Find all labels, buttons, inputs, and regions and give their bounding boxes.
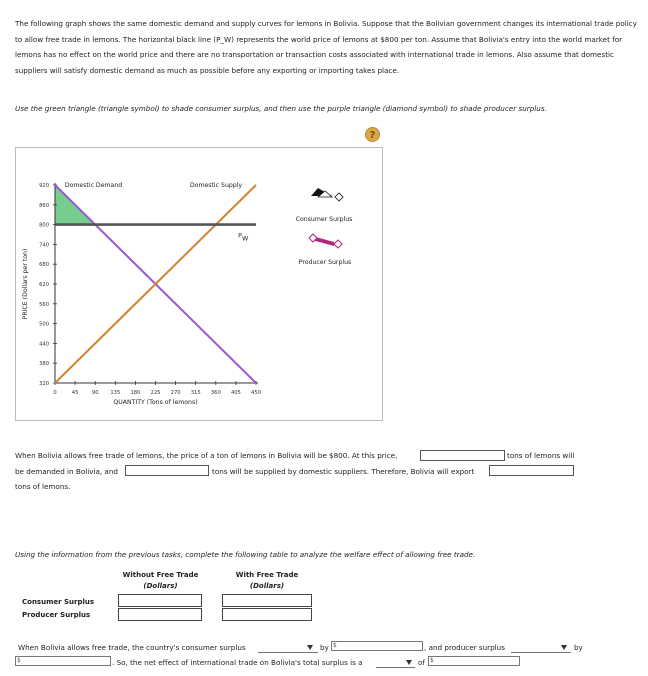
row-consumer-surplus: Consumer Surplus <box>22 598 95 606</box>
y-tick-label: 500 <box>39 321 49 328</box>
fill-text-2: tons of lemons will <box>507 451 575 460</box>
x-tick-label: 270 <box>170 390 181 396</box>
producer-surplus-tool[interactable] <box>309 234 342 248</box>
pw-subscript: W <box>242 235 249 243</box>
row-producer-surplus: Producer Surplus <box>22 611 91 619</box>
final-by-2: by <box>574 643 583 652</box>
net-effect-input[interactable]: $ <box>428 656 520 666</box>
col-with-sub: (Dollars) <box>249 582 285 590</box>
cs-without-input[interactable] <box>118 594 202 607</box>
x-tick-label: 135 <box>110 390 121 396</box>
consumer-surplus-legend-label: Consumer Surplus <box>295 216 353 223</box>
y-axis-title: PRICE (Dollars per ton) <box>22 248 29 320</box>
y-tick-label: 320 <box>39 381 49 387</box>
x-tick-label: 0 <box>53 390 57 396</box>
help-icon[interactable]: ? <box>365 127 380 142</box>
graph-instruction: Use the green triangle (triangle symbol) to shade consumer surplus, and then use the purple triangle (diamond symbol) to shade producer surplus. <box>15 104 547 113</box>
y-tick-label: 440 <box>39 341 49 348</box>
consumer-surplus-tool[interactable] <box>311 188 343 201</box>
chevron-down-icon <box>406 660 412 665</box>
producer-surplus-legend-label: Producer Surplus <box>298 259 352 266</box>
fill-text-3: be demanded in Bolivia, and <box>15 467 118 476</box>
y-tick-label: 680 <box>39 262 49 269</box>
pw-label: P <box>238 232 242 240</box>
ps-without-input[interactable] <box>118 608 202 621</box>
x-tick-label: 90 <box>91 390 99 396</box>
chevron-down-icon <box>307 645 313 650</box>
demand-curve-label: Domestic Demand <box>64 182 123 189</box>
diamond-end-icon <box>334 240 342 248</box>
graph-panel <box>15 147 383 421</box>
fill-text-4: tons will be supplied by domestic suppliers. Therefore, Bolivia will export <box>212 467 475 476</box>
supply-curve-label: Domestic Supply <box>189 182 243 189</box>
triangle-end-marker-icon <box>335 193 343 201</box>
y-tick-label: 860 <box>39 202 49 209</box>
y-tick-label: 560 <box>39 301 49 308</box>
y-tick-label: 920 <box>39 183 49 189</box>
y-tick-label: 740 <box>39 242 49 249</box>
y-tick-label: 620 <box>39 282 49 288</box>
fill-text-1: When Bolivia allows free trade of lemons, the price of a ton of lemons in Bolivia will be $800. At this price, <box>15 451 398 460</box>
y-tick-label: 380 <box>39 361 49 368</box>
quantity-supplied-input[interactable] <box>125 465 209 476</box>
x-tick-label: 360 <box>210 390 221 396</box>
col-without-title: Without Free Trade <box>122 571 199 579</box>
ps-with-input[interactable] <box>222 608 312 621</box>
intro-paragraph: The following graph shows the same domestic demand and supply curves for lemons in Bolivia. Suppose that the Bolivian government changes its international trade policy to allow free trade in lemons. The horizontal black line (P_W) represents the world price of lemons at $800 per ton. Assume that Bolivia's entry into the world market for lemons has no effect on the world price and there are no transportation or transaction costs associated with international trade in lemons. Also assume that domestic suppliers will satisfy domestic demand as much as possible before any exporting or importing takes place. <box>15 19 637 75</box>
fill-text-5: tons of lemons. <box>15 482 71 491</box>
col-without-sub: (Dollars) <box>143 582 178 590</box>
table-instruction: Using the information from the previous tasks, complete the following table to analyze the welfare effect of allowing free trade. <box>15 550 476 559</box>
x-tick-label: 180 <box>130 390 141 396</box>
final-text-3: . So, the net effect of international trade on Bolivia's total surplus is a <box>112 658 363 667</box>
x-tick-label: 225 <box>150 390 161 396</box>
quantity-demanded-input[interactable] <box>420 450 505 461</box>
chevron-down-icon <box>561 645 567 650</box>
x-tick-label: 405 <box>230 390 241 396</box>
x-axis-title: QUANTITY (Tons of lemons) <box>113 399 198 406</box>
x-tick-label: 315 <box>190 390 201 396</box>
supply-demand-chart[interactable] <box>16 148 382 420</box>
x-tick-label: 45 <box>71 390 79 396</box>
cs-change-input[interactable]: $ <box>331 641 423 651</box>
final-by-1: by <box>320 643 329 652</box>
col-with-title: With Free Trade <box>235 571 299 579</box>
quantity-exported-input[interactable] <box>489 465 574 476</box>
cs-with-input[interactable] <box>222 594 312 607</box>
final-text-1: When Bolivia allows free trade, the country's consumer surplus <box>18 643 246 652</box>
y-tick-label: 800 <box>39 222 49 229</box>
x-tick-label: 450 <box>251 390 261 396</box>
ps-change-input[interactable]: $ <box>15 656 111 666</box>
final-of: of <box>418 658 425 667</box>
final-text-2: , and producer surplus <box>424 643 505 652</box>
